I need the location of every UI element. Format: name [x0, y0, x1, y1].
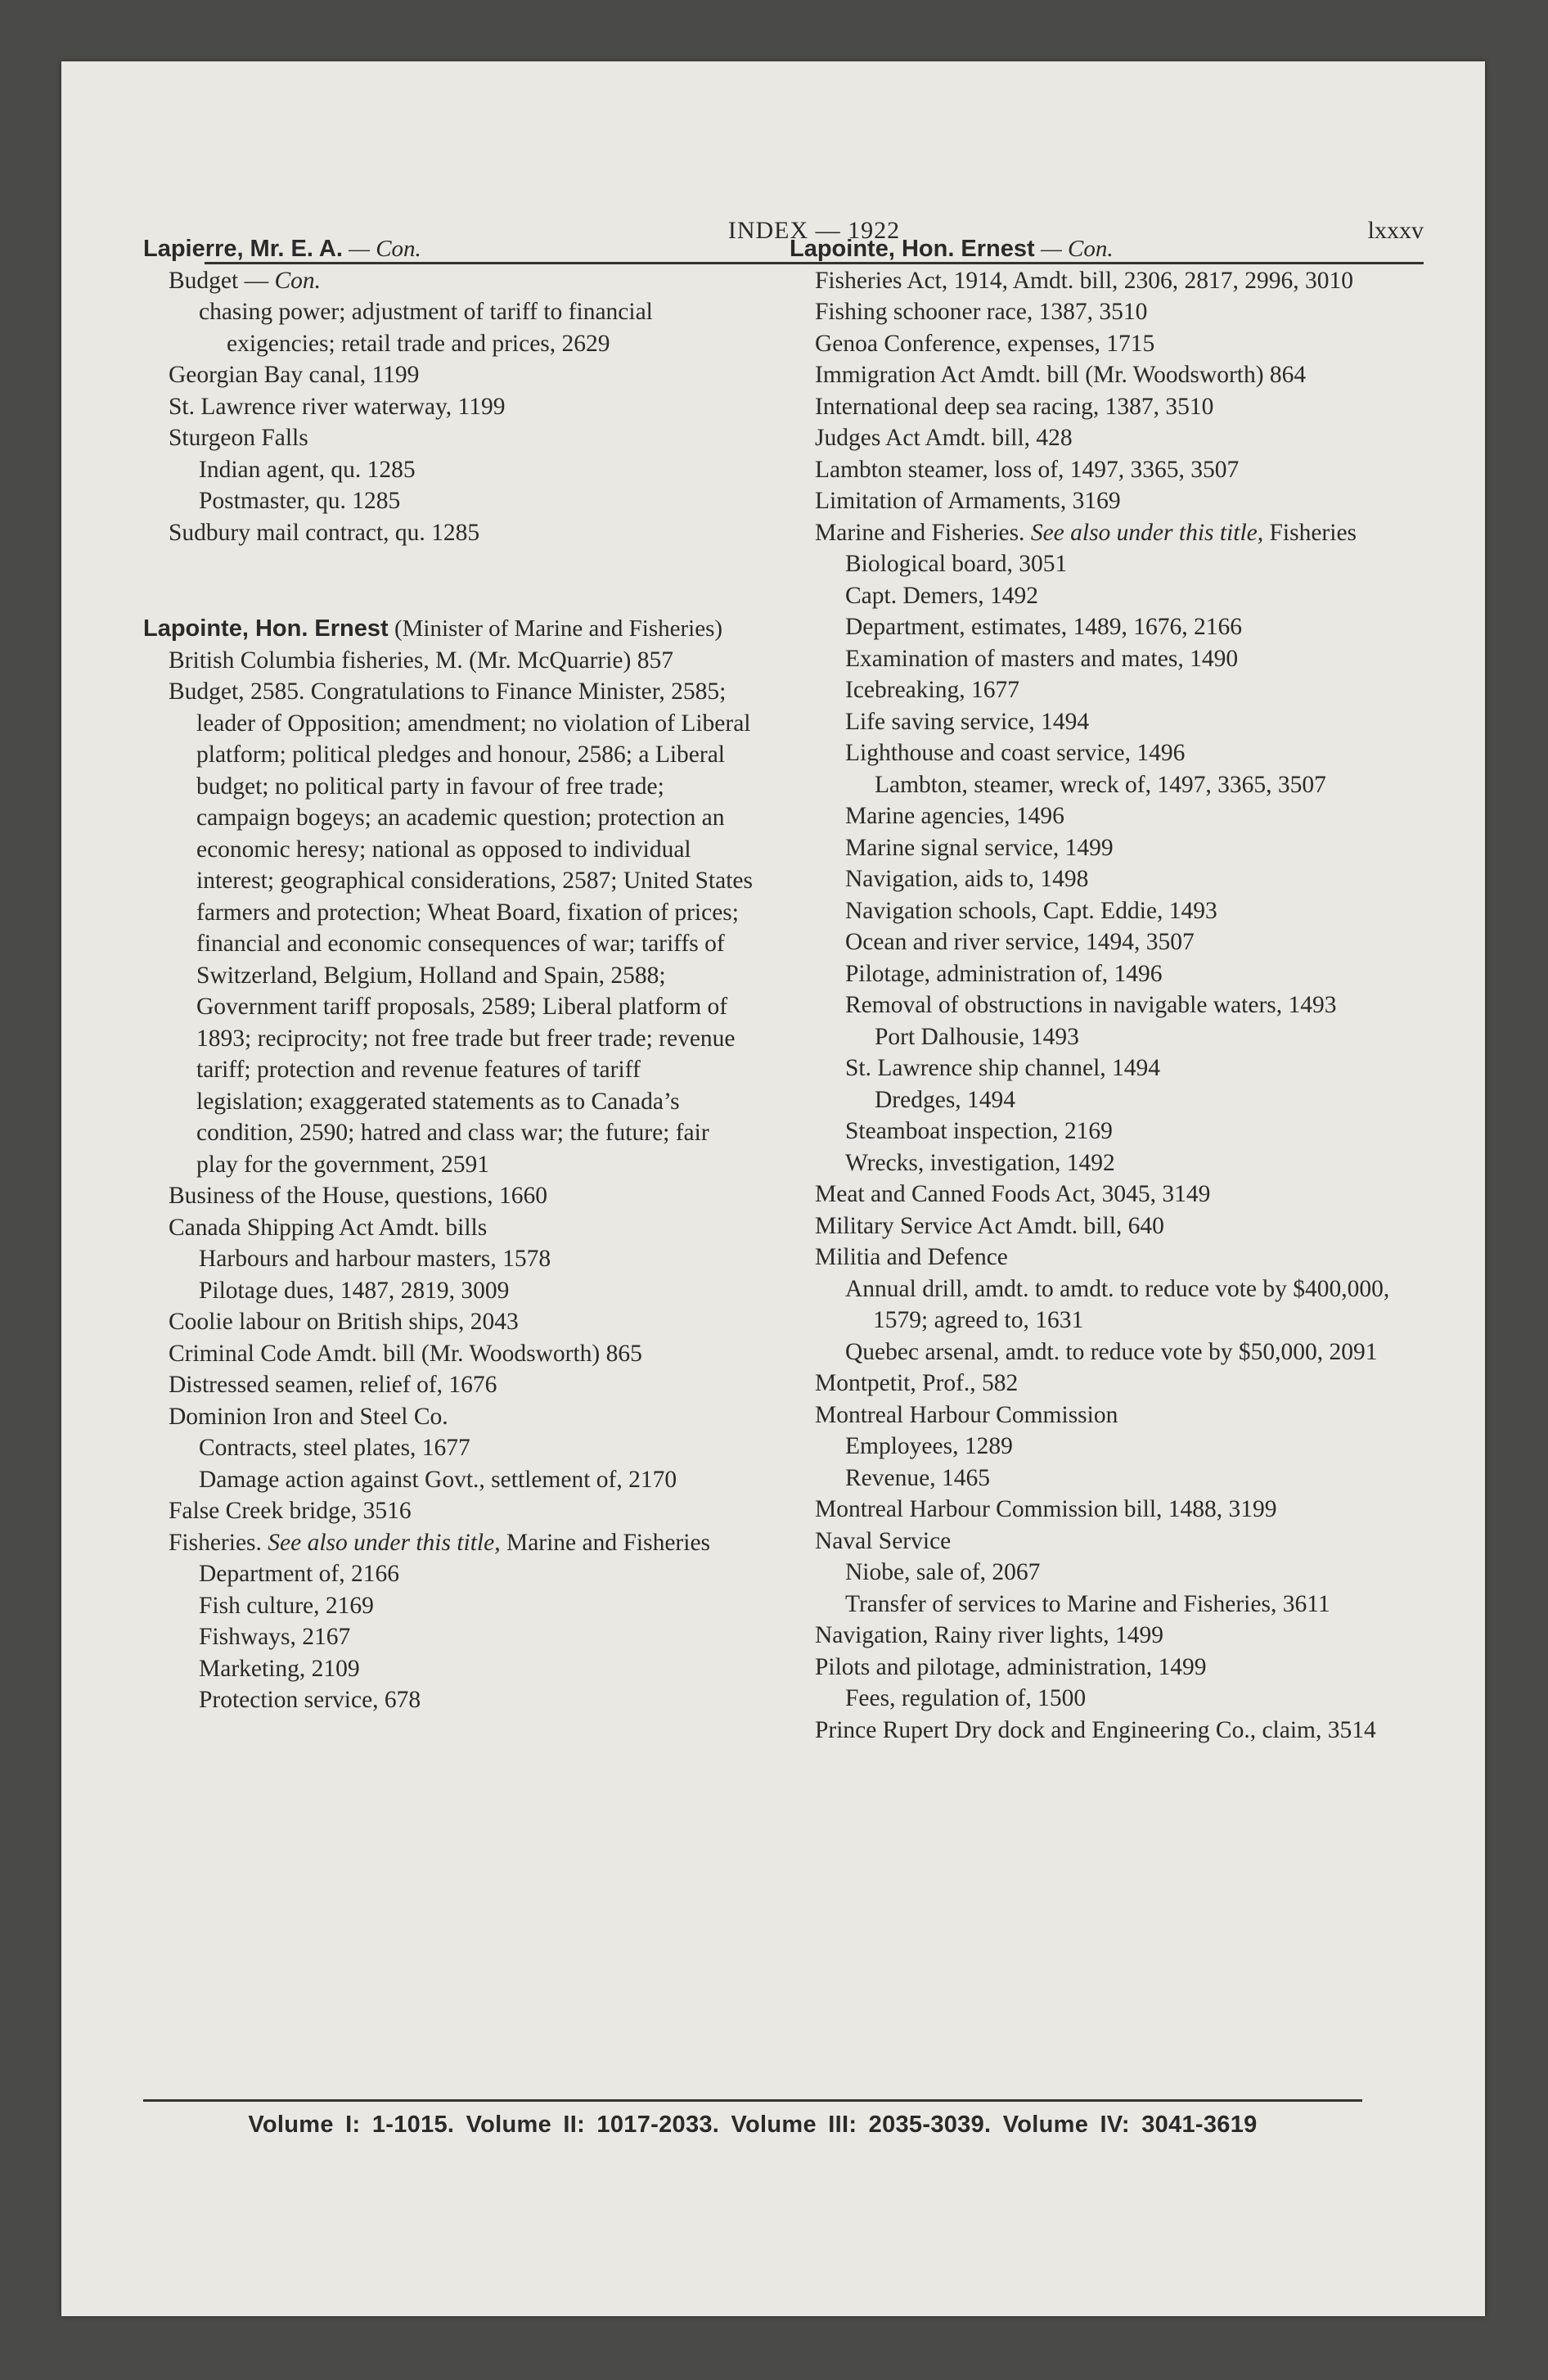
- index-entry: Transfer of services to Marine and Fisheries, 3611: [845, 1590, 1330, 1617]
- index-entry: Damage action against Govt., settlement of, 2170: [199, 1466, 677, 1493]
- index-entry: Navigation, aids to, 1498: [845, 866, 1089, 892]
- index-entry: Employees, 1289: [845, 1433, 1013, 1459]
- index-column-left: [143, 233, 753, 1716]
- index-entry: Militia and Defence: [815, 1244, 1008, 1270]
- index-entry: Postmaster, qu. 1285: [199, 488, 401, 514]
- index-entry: Fisheries. See also under this title, Marine and Fisheries: [169, 1529, 711, 1556]
- heading-name: Lapointe, Hon. Ernest: [143, 615, 389, 642]
- heading-name: Lapointe, Hon. Ernest: [790, 236, 1035, 262]
- index-entry: Georgian Bay canal, 1199: [169, 362, 420, 388]
- index-entry: Pilotage dues, 1487, 2819, 3009: [199, 1277, 510, 1304]
- index-entry: Fees, regulation of, 1500: [845, 1685, 1087, 1711]
- index-entry: Harbours and harbour masters, 1578: [199, 1246, 551, 1272]
- index-entry: Dominion Iron and Steel Co.: [169, 1403, 448, 1430]
- index-entry: Fishing schooner race, 1387, 3510: [815, 299, 1148, 325]
- index-entry: Immigration Act Amdt. bill (Mr. Woodsworth) 864: [815, 362, 1307, 388]
- index-entry: Navigation, Rainy river lights, 1499: [815, 1622, 1164, 1648]
- heading-continued: — Con.: [342, 236, 421, 262]
- heading-name: Lapierre, Mr. E. A.: [143, 236, 343, 262]
- index-entry: Prince Rupert Dry dock and Engineering Co., claim, 3514: [815, 1716, 1376, 1743]
- index-entry: Montreal Harbour Commission: [815, 1401, 1118, 1428]
- index-heading: [790, 233, 1399, 265]
- index-entry: chasing power; adjustment of tariff to financial exigencies; retail trade and prices, 2629: [199, 299, 653, 357]
- index-entry: Wrecks, investigation, 1492: [845, 1149, 1115, 1176]
- index-entry: Marine signal service, 1499: [845, 834, 1114, 861]
- index-entry: Fish culture, 2169: [199, 1592, 374, 1619]
- index-entry: Sudbury mail contract, qu. 1285: [169, 519, 480, 546]
- index-entry: Biological board, 3051: [845, 551, 1068, 577]
- entry-gap: [143, 573, 753, 589]
- index-entry: Navigation schools, Capt. Eddie, 1493: [845, 897, 1217, 924]
- index-entry: Distressed seamen, relief of, 1676: [169, 1372, 497, 1398]
- index-entry: Niobe, sale of, 2067: [845, 1559, 1041, 1585]
- index-entry: Naval Service: [815, 1527, 952, 1554]
- index-entry: Life saving service, 1494: [845, 708, 1090, 735]
- index-entry: Pilots and pilotage, administration, 1499: [815, 1653, 1207, 1680]
- index-entry: Pilotage, administration of, 1496: [845, 960, 1163, 987]
- index-entry: Limitation of Armaments, 3169: [815, 488, 1121, 514]
- index-entry: Judges Act Amdt. bill, 428: [815, 425, 1073, 451]
- index-entry: Steamboat inspection, 2169: [845, 1118, 1113, 1144]
- index-entry: Sturgeon Falls: [169, 425, 308, 451]
- index-entry: St. Lawrence river waterway, 1199: [169, 393, 506, 420]
- index-entry: St. Lawrence ship channel, 1494: [845, 1055, 1161, 1081]
- index-entry: Budget, 2585. Congratulations to Finance Minister, 2585; leader of Opposition; amendment; no violation of Liberal platform; political pledges and honour, 2586; a Liberal budget; no political party in favour of free trade; campaign bogeys; an academic question; protection an economic heresy; national as opposed to individual interest; geographical considerations, 2587; United States farmers and protection; Wheat Board, fixation of prices; financial and economic consequences of war; tariffs of Switzerland, Belgium, Holland and Spain, 2588; Government tariff proposals, 2589; Liberal platform of 1893; reciprocity; not free trade but freer trade; revenue tariff; protection and revenue features of tariff legislation; exaggerated statements as to Canada’s condition, 2590; hatred and class war; the future; fair play for the government, 2591: [169, 678, 753, 1178]
- index-entry: Montpetit, Prof., 582: [815, 1370, 1019, 1396]
- index-entry: Indian agent, qu. 1285: [199, 456, 416, 483]
- index-entry: Examination of masters and mates, 1490: [845, 645, 1239, 672]
- index-entry: Marketing, 2109: [199, 1655, 360, 1682]
- index-entry: Quebec arsenal, amdt. to reduce vote by $50,000, 2091: [845, 1338, 1378, 1365]
- index-entry: Annual drill, amdt. to amdt. to reduce vote by $400,000, 1579; agreed to, 1631: [845, 1275, 1390, 1333]
- index-entry: Lighthouse and coast service, 1496: [845, 740, 1186, 766]
- heading-description: (Minister of Marine and Fisheries): [388, 615, 723, 642]
- volume-ranges-footer: Volume I: 1-1015. Volume II: 1017-2033. Volume III: 2035-3039. Volume IV: 3041-3619: [248, 2112, 1258, 2138]
- index-column-right: [790, 233, 1399, 1746]
- index-entry: Protection service, 678: [199, 1687, 421, 1713]
- index-entry: International deep sea racing, 1387, 3510: [815, 393, 1214, 420]
- index-entry: Genoa Conference, expenses, 1715: [815, 330, 1155, 357]
- index-heading: [143, 233, 753, 265]
- italic-cross-reference: See also under this title,: [268, 1529, 501, 1556]
- index-entry: Lambton steamer, loss of, 1497, 3365, 3507: [815, 456, 1240, 483]
- page-number: lxxxv: [1367, 217, 1424, 244]
- index-entry: Meat and Canned Foods Act, 3045, 3149: [815, 1181, 1211, 1207]
- index-entry: Revenue, 1465: [845, 1464, 990, 1491]
- index-entry: Marine and Fisheries. See also under this title, Fisheries: [815, 519, 1357, 546]
- italic-cross-reference: Con.: [274, 267, 322, 294]
- index-entry: Marine agencies, 1496: [845, 803, 1064, 829]
- index-heading: [143, 613, 753, 645]
- index-entry: Fishways, 2167: [199, 1624, 351, 1650]
- footer-rule: [143, 2099, 1362, 2102]
- index-entry: Dredges, 1494: [875, 1086, 1016, 1113]
- index-entry: Military Service Act Amdt. bill, 640: [815, 1212, 1164, 1239]
- index-entry: Canada Shipping Act Amdt. bills: [169, 1214, 488, 1241]
- index-entry: Criminal Code Amdt. bill (Mr. Woodsworth) 865: [169, 1340, 642, 1367]
- index-entry: Budget — Con.: [169, 267, 322, 294]
- index-entry: False Creek bridge, 3516: [169, 1498, 412, 1524]
- index-entry: Contracts, steel plates, 1677: [199, 1435, 470, 1461]
- index-entry: Icebreaking, 1677: [845, 677, 1019, 703]
- running-title: INDEX — 1922: [727, 217, 901, 244]
- index-entry: Ocean and river service, 1494, 3507: [845, 929, 1195, 955]
- index-entry: Department of, 2166: [199, 1561, 399, 1587]
- index-entry: Removal of obstructions in navigable waters, 1493: [845, 992, 1337, 1018]
- index-entry: Lambton, steamer, wreck of, 1497, 3365, 3507: [875, 771, 1326, 798]
- index-entry: Fisheries Act, 1914, Amdt. bill, 2306, 2817, 2996, 3010: [815, 267, 1354, 294]
- index-entry: Coolie labour on British ships, 2043: [169, 1309, 519, 1335]
- index-entry: Capt. Demers, 1492: [845, 582, 1038, 609]
- index-entry: British Columbia fisheries, M. (Mr. McQuarrie) 857: [169, 647, 673, 674]
- index-entry: Port Dalhousie, 1493: [875, 1023, 1079, 1050]
- index-entry: Department, estimates, 1489, 1676, 2166: [845, 614, 1243, 640]
- italic-cross-reference: See also under this title,: [1030, 519, 1264, 546]
- index-entry: Montreal Harbour Commission bill, 1488, 3199: [815, 1496, 1277, 1522]
- index-entry: Business of the House, questions, 1660: [169, 1183, 547, 1209]
- heading-continued: — Con.: [1034, 236, 1114, 262]
